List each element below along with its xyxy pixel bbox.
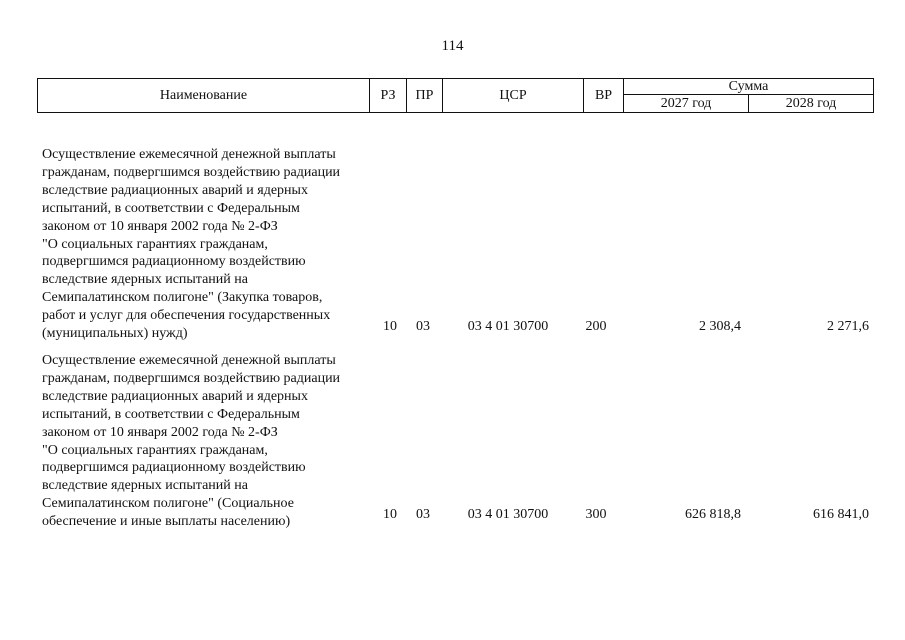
column-header-pr: ПР bbox=[407, 79, 443, 113]
column-header-2028: 2028 год bbox=[749, 95, 874, 113]
column-header-vr: ВР bbox=[584, 79, 624, 113]
row-sum-2028: 616 841,0 bbox=[813, 507, 869, 522]
row-name: Осуществление ежемесячной денежной выплаты гражданам, подвергшимся воздействию радиации вследствие радиационных аварий и ядерных испытаний, в соответствии с Федеральным законом от 10 января 2002 года № 2-ФЗ "О социальных гарантиях гражданам, подвергшимся радиационному воздействию вследствие ядерных испытаний на Семипалатинском полигоне" (Закупка товаров, работ и услуг для обеспечения государственных (муниципальных) нужд) bbox=[42, 147, 341, 342]
row-pr: 03 bbox=[416, 319, 430, 334]
row-vr: 300 bbox=[585, 507, 607, 522]
row-rz: 10 bbox=[383, 507, 397, 522]
row-sum-2028: 2 271,6 bbox=[827, 319, 869, 334]
column-header-rz: РЗ bbox=[370, 79, 407, 113]
row-sum-2027: 2 308,4 bbox=[699, 319, 741, 334]
table-header bbox=[37, 78, 874, 113]
column-header-name: Наименование bbox=[38, 79, 370, 113]
row-vr: 200 bbox=[585, 319, 607, 334]
column-header-csr: ЦСР bbox=[443, 79, 584, 113]
page-number: 114 bbox=[441, 38, 464, 54]
row-sum-2027: 626 818,8 bbox=[685, 507, 741, 522]
row-csr: 03 4 01 30700 bbox=[467, 319, 549, 334]
row-rz: 10 bbox=[383, 319, 397, 334]
row-pr: 03 bbox=[416, 507, 430, 522]
table-row bbox=[0, 146, 905, 342]
table-row bbox=[0, 352, 905, 530]
row-csr: 03 4 01 30700 bbox=[467, 507, 549, 522]
column-header-sum: Сумма bbox=[624, 79, 874, 95]
column-header-2027: 2027 год bbox=[624, 95, 749, 113]
row-name: Осуществление ежемесячной денежной выплаты гражданам, подвергшимся воздействию радиации вследствие радиационных аварий и ядерных испытаний, в соответствии с Федеральным законом от 10 января 2002 года № 2-ФЗ "О социальных гарантиях гражданам, подвергшимся радиационному воздействию вследствие ядерных испытаний на Семипалатинском полигоне" (Социальное обеспечение и иные выплаты населению) bbox=[42, 353, 341, 530]
